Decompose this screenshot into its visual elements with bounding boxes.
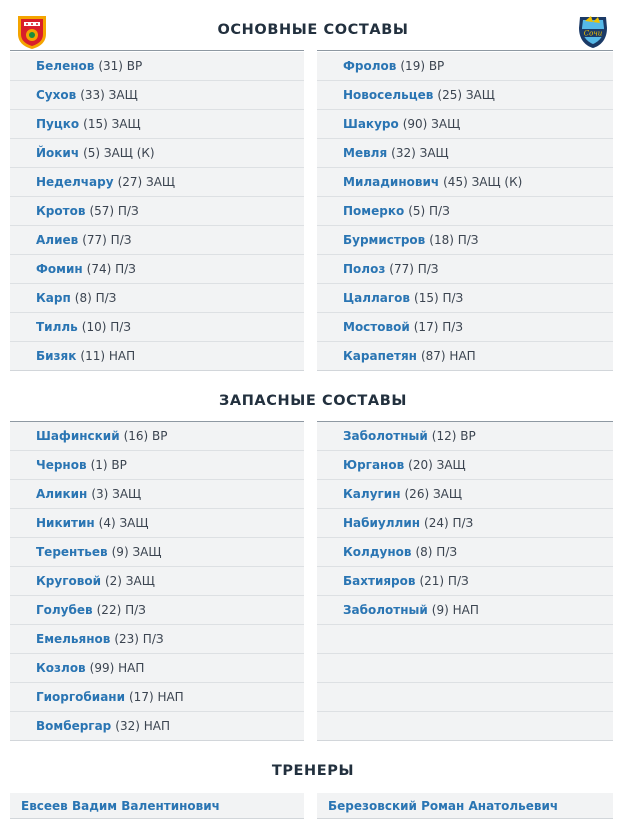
player-number-position: (74) П/З — [86, 262, 136, 276]
player-number-position: (4) ЗАЩ — [98, 516, 149, 530]
main-lineup-home — [10, 52, 304, 371]
player-number-position: (5) П/З — [408, 204, 450, 218]
player-row[interactable] — [10, 683, 304, 712]
player-number-position: (9) ЗАЩ — [111, 545, 162, 559]
player-row[interactable] — [10, 480, 304, 509]
player-row[interactable] — [10, 284, 304, 313]
player-row — [317, 625, 613, 654]
player-row[interactable] — [317, 480, 613, 509]
player-number-position: (77) П/З — [82, 233, 132, 247]
player-name[interactable]: Пуцко — [36, 117, 80, 131]
player-row[interactable] — [317, 342, 613, 371]
player-name[interactable]: Заболотный — [343, 603, 428, 617]
player-number-position: (12) ВР — [431, 429, 476, 443]
player-row — [317, 683, 613, 712]
player-row[interactable] — [317, 226, 613, 255]
player-name[interactable]: Голубев — [36, 603, 93, 617]
sochi-logo-text: Сочи — [583, 29, 603, 38]
player-row[interactable] — [10, 625, 304, 654]
player-name[interactable]: Неделчару — [36, 175, 114, 189]
player-name[interactable]: Карапетян — [343, 349, 417, 363]
coach-away[interactable]: Березовский Роман Анатольевич — [317, 793, 613, 819]
player-number-position: (57) П/З — [89, 204, 139, 218]
player-number-position: (9) НАП — [431, 603, 479, 617]
player-row[interactable] — [317, 422, 613, 451]
player-number-position: (22) П/З — [96, 603, 146, 617]
player-name[interactable]: Цаллагов — [343, 291, 411, 305]
player-row[interactable] — [317, 451, 613, 480]
player-name[interactable]: Мевля — [343, 146, 388, 160]
player-number-position: (18) П/З — [429, 233, 479, 247]
player-number-position: (87) НАП — [420, 349, 476, 363]
player-row[interactable] — [317, 255, 613, 284]
player-row[interactable] — [10, 139, 304, 168]
player-name[interactable]: Полоз — [343, 262, 386, 276]
player-row[interactable] — [317, 139, 613, 168]
coach-home[interactable]: Евсеев Вадим Валентинович — [10, 793, 304, 819]
player-name[interactable]: Беленов — [36, 59, 95, 73]
player-name[interactable]: Йокич — [36, 146, 80, 160]
subs-lineup-home — [10, 422, 304, 741]
subs-lineup-away — [317, 422, 613, 741]
player-row[interactable] — [10, 342, 304, 371]
player-number-position: (20) ЗАЩ — [408, 458, 466, 472]
player-row[interactable] — [10, 313, 304, 342]
player-row — [317, 712, 613, 741]
player-name[interactable]: Терентьев — [36, 545, 108, 559]
divider — [10, 50, 304, 51]
player-name[interactable]: Миладинович — [343, 175, 440, 189]
player-name[interactable]: Померко — [343, 204, 405, 218]
player-number-position: (17) НАП — [129, 690, 184, 704]
player-number-position: (3) ЗАЩ — [91, 487, 142, 501]
player-name[interactable]: Никитин — [36, 516, 95, 530]
player-row[interactable] — [317, 313, 613, 342]
player-name[interactable]: Чернов — [36, 458, 87, 472]
player-name[interactable]: Круговой — [36, 574, 101, 588]
player-row[interactable] — [317, 596, 613, 625]
player-name[interactable]: Набиуллин — [343, 516, 421, 530]
player-name[interactable]: Вомбергар — [36, 719, 112, 733]
player-name[interactable]: Колдунов — [343, 545, 412, 559]
main-lineups-title: ОСНОВНЫЕ СОСТАВЫ — [217, 22, 409, 38]
player-number-position: (32) ЗАЩ — [391, 146, 449, 160]
divider — [317, 50, 613, 51]
player-number-position: (99) НАП — [89, 661, 145, 675]
player-name[interactable]: Тилль — [36, 320, 78, 334]
player-number-position: (15) ЗАЩ — [83, 117, 141, 131]
player-row[interactable] — [317, 52, 613, 81]
player-row[interactable] — [10, 422, 304, 451]
player-name[interactable]: Кротов — [36, 204, 86, 218]
player-row[interactable] — [317, 284, 613, 313]
player-name[interactable]: Заболотный — [343, 429, 428, 443]
player-number-position: (2) ЗАЩ — [104, 574, 155, 588]
player-number-position: (19) ВР — [400, 59, 445, 73]
main-lineup-away — [317, 52, 613, 371]
player-name[interactable]: Фомин — [36, 262, 83, 276]
player-number-position: (26) ЗАЩ — [404, 487, 462, 501]
player-number-position: (10) П/З — [81, 320, 131, 334]
player-number-position: (8) П/З — [74, 291, 117, 305]
player-row[interactable] — [10, 255, 304, 284]
player-name[interactable]: Юрганов — [343, 458, 405, 472]
player-number-position: (21) П/З — [419, 574, 469, 588]
player-row[interactable] — [10, 168, 304, 197]
player-name[interactable]: Бурмистров — [343, 233, 426, 247]
player-name[interactable]: Бахтияров — [343, 574, 416, 588]
player-row[interactable] — [10, 567, 304, 596]
player-name[interactable]: Карп — [36, 291, 71, 305]
player-row[interactable] — [10, 451, 304, 480]
player-row[interactable] — [10, 52, 304, 81]
player-name[interactable]: Шакуро — [343, 117, 399, 131]
player-number-position: (15) П/З — [414, 291, 464, 305]
player-row[interactable] — [10, 654, 304, 683]
player-name[interactable]: Алиев — [36, 233, 79, 247]
player-number-position: (27) ЗАЩ — [117, 175, 176, 189]
coaches-title: ТРЕНЕРЫ — [271, 763, 355, 779]
player-row[interactable] — [10, 712, 304, 741]
player-row[interactable] — [317, 168, 613, 197]
player-row[interactable] — [317, 538, 613, 567]
player-name[interactable]: Емельянов — [36, 632, 111, 646]
player-number-position: (32) НАП — [115, 719, 170, 733]
player-number-position: (77) П/З — [389, 262, 439, 276]
player-row[interactable] — [10, 81, 304, 110]
player-row[interactable] — [317, 197, 613, 226]
player-number-position: (8) П/З — [415, 545, 458, 559]
player-name[interactable]: Калугин — [343, 487, 401, 501]
player-name[interactable]: Козлов — [36, 661, 86, 675]
player-row[interactable] — [10, 538, 304, 567]
player-number-position: (31) ВР — [98, 59, 143, 73]
player-number-position: (23) П/З — [114, 632, 164, 646]
player-number-position: (17) П/З — [413, 320, 463, 334]
player-number-position: (1) ВР — [90, 458, 127, 472]
player-number-position: (11) НАП — [80, 349, 136, 363]
player-row[interactable] — [317, 81, 613, 110]
player-number-position: (5) ЗАЩ (К) — [83, 146, 155, 160]
player-name[interactable]: Аликин — [36, 487, 88, 501]
player-number-position: (33) ЗАЩ — [80, 88, 138, 102]
subs-lineups-title: ЗАПАСНЫЕ СОСТАВЫ — [218, 393, 408, 409]
player-row[interactable] — [10, 596, 304, 625]
player-row[interactable] — [317, 509, 613, 538]
player-name[interactable]: Гиоргобиани — [36, 690, 125, 704]
player-name[interactable]: Бизяк — [36, 349, 77, 363]
player-name[interactable]: Фролов — [343, 59, 397, 73]
player-row[interactable] — [10, 509, 304, 538]
player-name[interactable]: Сухов — [36, 88, 77, 102]
player-number-position: (45) ЗАЩ (К) — [443, 175, 523, 189]
player-name[interactable]: Шафинский — [36, 429, 120, 443]
player-row[interactable] — [317, 110, 613, 139]
player-row[interactable] — [10, 226, 304, 255]
player-number-position: (90) ЗАЩ — [402, 117, 461, 131]
player-row[interactable] — [10, 197, 304, 226]
player-row — [317, 654, 613, 683]
player-row[interactable] — [317, 567, 613, 596]
player-number-position: (24) П/З — [424, 516, 474, 530]
player-number-position: (25) ЗАЩ — [437, 88, 495, 102]
player-row[interactable] — [10, 110, 304, 139]
player-name[interactable]: Мостовой — [343, 320, 410, 334]
player-name[interactable]: Новосельцев — [343, 88, 434, 102]
player-number-position: (16) ВР — [123, 429, 168, 443]
